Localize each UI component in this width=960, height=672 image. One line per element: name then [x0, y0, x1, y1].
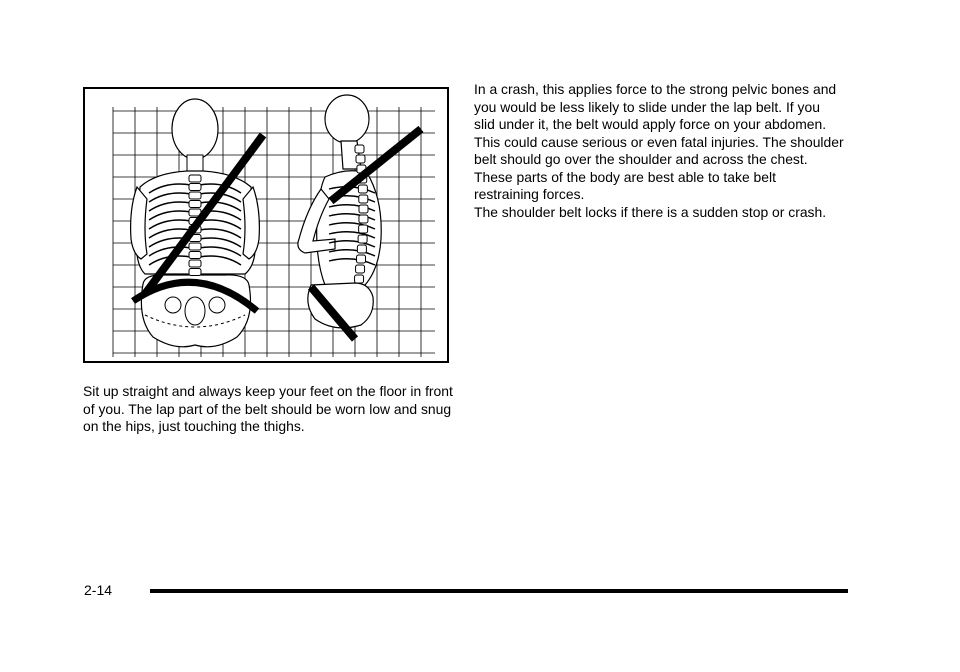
seatbelt-skeleton-illustration-icon [85, 89, 447, 361]
footer-rule [150, 589, 848, 593]
seatbelt-illustration [83, 87, 449, 363]
body-paragraph: Sit up straight and always keep your feet on the floor in front of you. The lap part of the belt should be worn low and snug on the hips, just touching the thighs. [83, 383, 453, 434]
body-paragraph: In a crash, this applies force to the strong pelvic bones and you would be less likely to slide under the lap belt. If you slid under it, the belt would apply force on your abdomen. This could cause serious or even fatal injuries. The shoulder belt should go over the shoulder and across the chest. These parts of the body are best able to take belt restraining forces. [474, 81, 844, 202]
body-paragraph: The shoulder belt locks if there is a sudden stop or crash. [474, 204, 827, 220]
side-view-skeleton [298, 95, 381, 328]
page-number: 2-14 [84, 582, 113, 598]
